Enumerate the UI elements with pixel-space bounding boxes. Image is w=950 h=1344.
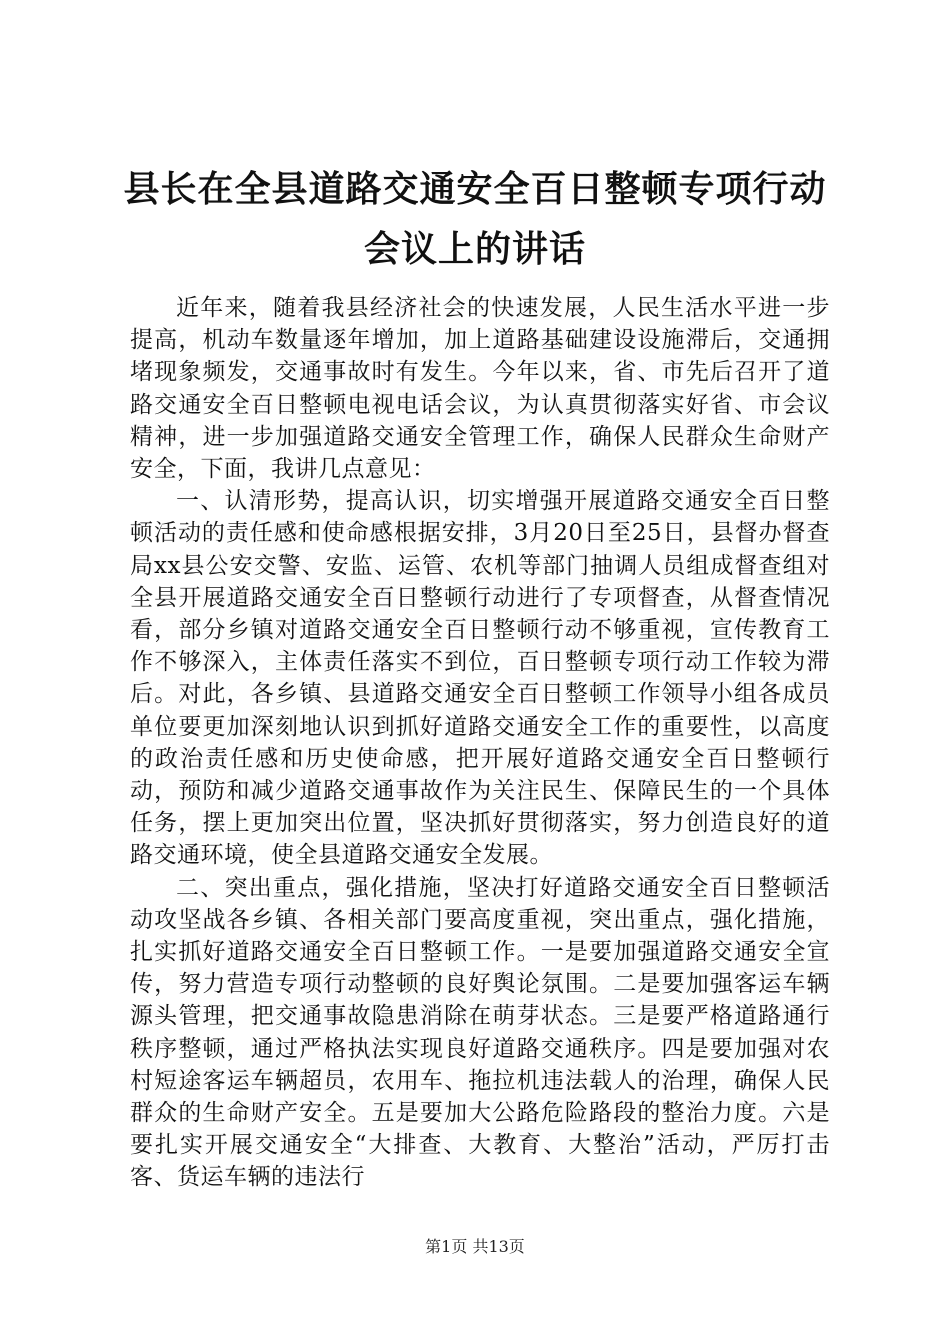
paragraph-intro: 近年来，随着我县经济社会的快速发展，人民生活水平进一步提高，机动车数量逐年增加，加上道路基础建设设施滞后，交通拥堵现象频发，交通事故时有发生。今年以来，省、市先后召开了道路交通安全百日整顿电视电话会议，为认真贯彻落实好省、市会议精神，进一步加强道路交通安全管理工作，确保人民群众生命财产安全，下面，我讲几点意见： [130, 295, 830, 483]
document-body [130, 292, 830, 1194]
page-number: 第1页 共13页 [425, 1237, 525, 1256]
document-title: 县长在全县道路交通安全百日整顿专项行动会议上的讲话 [123, 169, 827, 270]
paragraph-section-two: 二、突出重点，强化措施，坚决打好道路交通安全百日整顿活动攻坚战各乡镇、各相关部门要高度重视，突出重点，强化措施，扎实抓好道路交通安全百日整顿工作。一是要加强道路交通安全宣传，努力营造专项行动整顿的良好舆论氛围。二是要加强客运车辆源头管理，把交通事故隐患消除在萌芽状态。三是要严格道路通行秩序整顿，通过严格执法实现良好道路交通秩序。四是要加强对农村短途客运车辆超员，农用车、拖拉机违法载人的治理，确保人民群众的生命财产安全。五是要加大公路危险路段的整治力度。六是要扎实开展交通安全“大排查、大教育、大整治”活动，严厉打击客、货运车辆的违法行 [130, 874, 830, 1191]
paragraph-section-one: 一、认清形势，提高认识，切实增强开展道路交通安全百日整顿活动的责任感和使命感根据安排，3月20日至25日，县督办督查局xx县公安交警、安监、运管、农机等部门抽调人员组成督查组对全县开展道路交通安全百日整顿行动进行了专项督查，从督查情况看，部分乡镇对道路交通安全百日整顿行动不够重视，宣传教育工作不够深入，主体责任落实不到位，百日整顿专项行动工作较为滞后。对此，各乡镇、县道路交通安全百日整顿工作领导小组各成员单位要更加深刻地认识到抓好道路交通安全工作的重要性，以高度的政治责任感和历史使命感，把开展好道路交通安全百日整顿行动，预防和减少道路交通事故作为关注民生、保障民生的一个具体任务，摆上更加突出位置，坚决抓好贯彻落实，努力创造良好的道路交通环境，使全县道路交通安全发展。 [130, 488, 830, 869]
page-footer [0, 1237, 950, 1257]
